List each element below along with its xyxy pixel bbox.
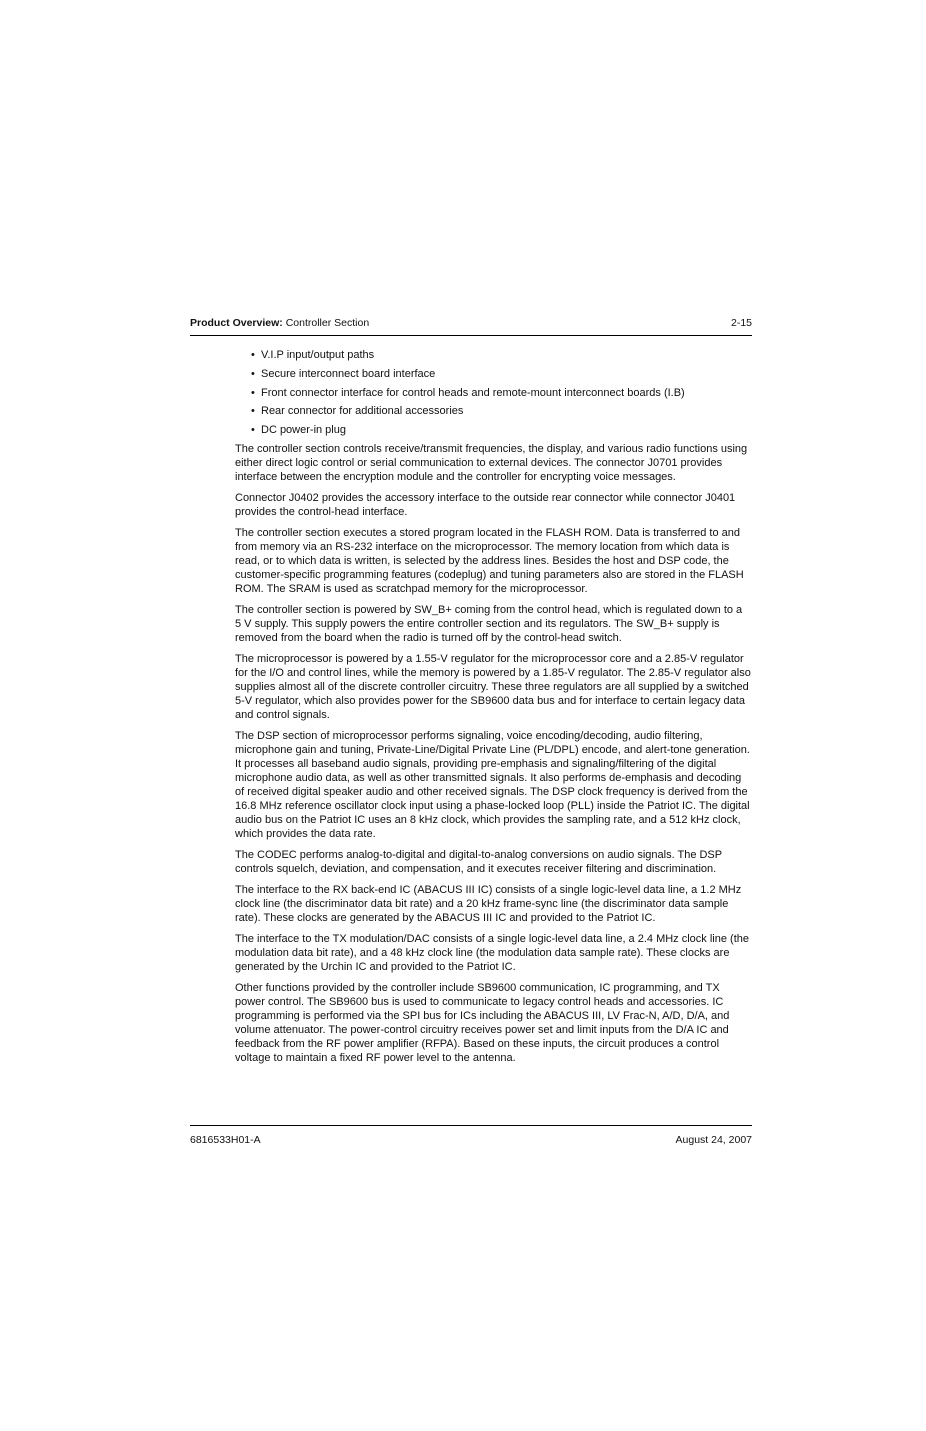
page-header [190, 314, 752, 332]
list-item [235, 404, 751, 418]
list-item-text: Rear connector for additional accessories [261, 405, 464, 418]
header-title-rest: Controller Section [282, 317, 370, 329]
feature-list [235, 348, 751, 437]
paragraph-rx-interface: The interface to the RX back-end IC (ABACUS III IC) consists of a single logic-level data line, a 1.2 MHz clock line (the discriminator data bit rate) and a 20 kHz frame-sync line (the discriminator data sample rate). These clocks are generated by the ABACUS III IC and provided to the Patriot IC. [235, 884, 742, 925]
paragraph-dsp: The DSP section of microprocessor performs signaling, voice encoding/decoding, audio filtering, microphone gain and tuning, Private-Line/Digital Private Line (PL/DPL) encode, and alert-tone generation. It processes all baseband audio signals, providing pre-emphasis and signaling/filtering of the digital microphone audio data, as well as other transmitted signals. It also performs de-emphasis and decoding of received digital speaker audio and other received signals. The DSP clock frequency is derived from the 16.8 MHz reference oscillator clock input using a phase-locked loop (PLL) inside the Patriot IC. The digital audio bus on the Patriot IC uses an 8 kHz clock, which provides the sampling rate, and a 512 kHz clock, which provides the data rate. [235, 730, 750, 841]
page-body [235, 348, 751, 1072]
page-footer [190, 1132, 752, 1148]
bullet-icon: • [251, 424, 255, 437]
paragraph-regulators: The microprocessor is powered by a 1.55-V regulator for the microprocessor core and a 2.85-V regulator for the I/O and control lines, while the memory is powered by a 1.85-V regulator. The 2.85-V regulator also supplies almost all of the discrete controller circuitry. These three regulators are all supplied by a switched 5-V regulator, which also provides power for the SB9600 data bus and for interface to certain legacy data and control signals. [235, 653, 751, 722]
paragraph-connectors: Connector J0402 provides the accessory interface to the outside rear connector while connector J0401 provides the control-head interface. [235, 492, 736, 519]
bullet-icon: • [251, 405, 255, 418]
header-title [190, 314, 369, 332]
bullet-icon: • [251, 349, 255, 361]
paragraph-other-functions: Other functions provided by the controller include SB9600 communication, IC programming, and TX power control. The SB9600 bus is used to communicate to legacy control heads and accessories. IC programming is performed via the SPI bus for ICs including the ABACUS III, LV Frac-N, A/D, D/A, and volume attenuator. The power-control circuitry receives power set and limit inputs from the D/A IC and feedback from the RF power amplifier (RFPA). Based on these inputs, the circuit produces a control voltage to maintain a fixed RF power level to the antenna. [235, 982, 730, 1065]
list-item [235, 348, 751, 362]
list-item [235, 386, 751, 400]
document-number: 6816533H01-A [190, 1134, 261, 1146]
list-item [235, 367, 751, 381]
page-number: 2-15 [730, 317, 752, 329]
list-item-text: Front connector interface for control heads and remote-mount interconnect boards (I.B) [261, 386, 685, 399]
paragraph-power-supply: The controller section is powered by SW_B+ coming from the control head, which is regulated down to a 5 V supply. This supply powers the entire controller section and its regulators. The SW_B+ supply is removed from the board when the radio is turned off by the control-head switch. [235, 604, 743, 645]
bullet-icon: • [251, 367, 255, 380]
list-item-text: DC power-in plug [261, 424, 346, 437]
bullet-icon: • [251, 386, 255, 399]
paragraph-memory: The controller section executes a stored program located in the FLASH ROM. Data is transferred to and from memory via an RS-232 interface on the microprocessor. The memory location from which data is read, or to which data is written, is selected by the address lines. Besides the host and DSP code, the customer-specific programming features (codeplug) and tuning parameters also are stored in the FLASH ROM. The SRAM is used as scratchpad memory for the microprocessor. [235, 527, 744, 596]
paragraph-tx-interface: The interface to the TX modulation/DAC consists of a single logic-level data line, a 2.4 MHz clock line (the modulation data bit rate), and a 48 kHz clock line (the modulation data sample rate). These clocks are generated by the Urchin IC and provided to the Patriot IC. [235, 933, 749, 974]
paragraph-controller-overview: The controller section controls receive/transmit frequencies, the display, and various radio functions using either direct logic control or serial communication to external devices. The connector J0701 provides interface between the encryption module and the controller for encrypting voice messages. [235, 443, 748, 484]
publication-date: August 24, 2007 [675, 1134, 752, 1146]
list-item [235, 423, 751, 437]
list-item-text: Secure interconnect board interface [261, 367, 436, 380]
header-title-bold: Product Overview: [190, 317, 283, 329]
footer-divider [190, 1125, 752, 1126]
header-divider [190, 335, 752, 336]
paragraph-codec: The CODEC performs analog-to-digital and digital-to-analog conversions on audio signals. The DSP controls squelch, deviation, and compensation, and it executes receiver filtering and discrimination. [235, 849, 722, 876]
list-item-text: V.I.P input/output paths [261, 349, 375, 361]
